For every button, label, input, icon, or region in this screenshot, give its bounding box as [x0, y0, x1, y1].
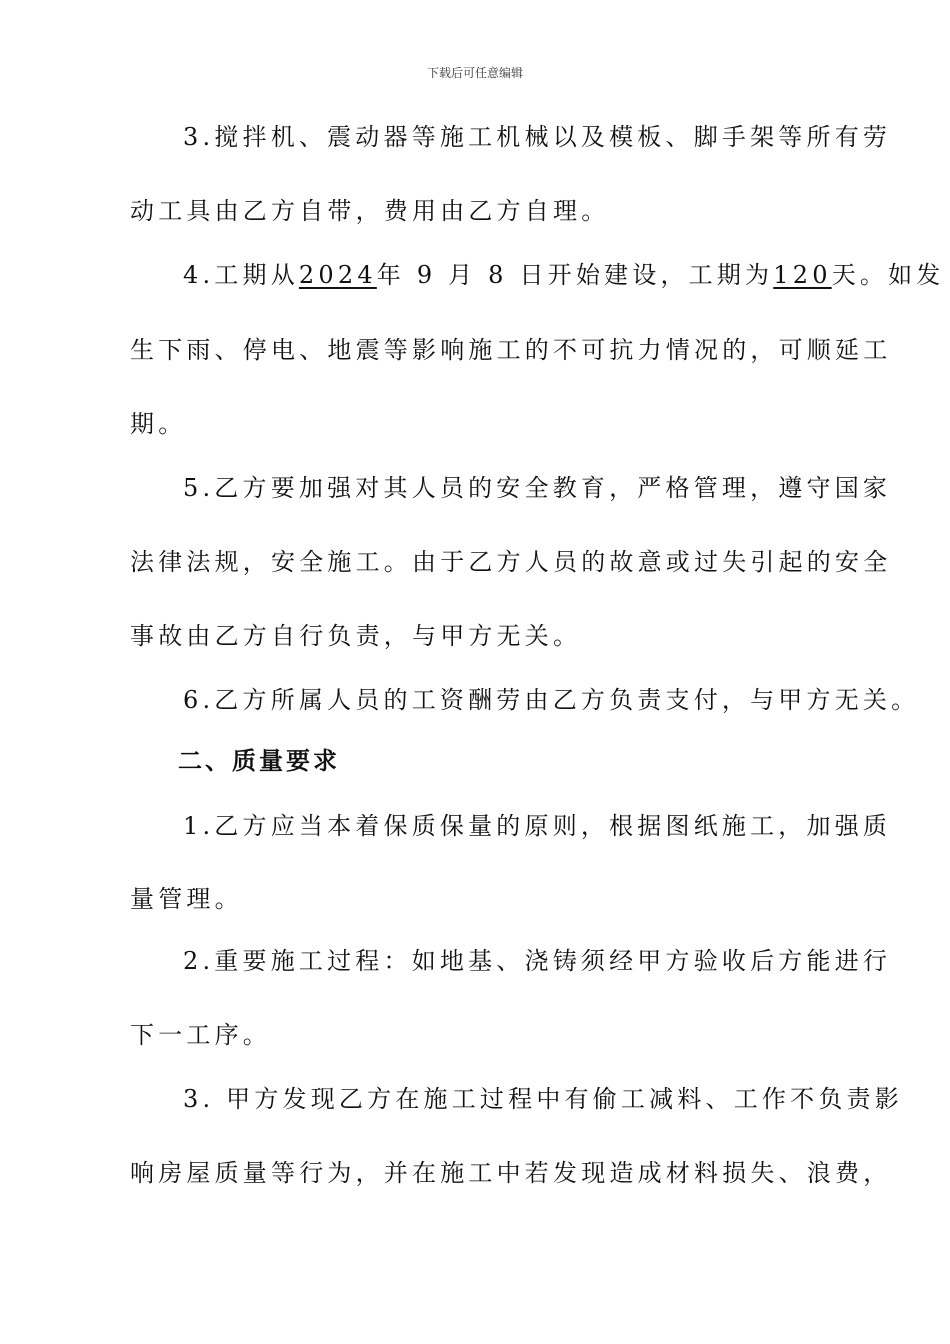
paragraph-line: 响房屋质量等行为，并在施工中若发现造成材料损失、浪费， [130, 1159, 892, 1187]
schedule-text-middle: 年 9 月 8 日开始建设，工期为 [376, 261, 774, 289]
section-heading: 二、质量要求 [178, 747, 340, 775]
paragraph-line: 动工具由乙方自带，费用由乙方自理。 [130, 197, 610, 225]
paragraph-line: 3.搅拌机、震动器等施工机械以及模板、脚手架等所有劳 [183, 123, 892, 151]
paragraph-line: 事故由乙方自行负责，与甲方无关。 [130, 622, 582, 650]
header-note: 下载后可任意编辑 [426, 66, 523, 80]
paragraph-line: 6.乙方所属人员的工资酬劳由乙方负责支付，与甲方无关。 [183, 686, 920, 714]
paragraph-line: 2.重要施工过程：如地基、浇铸须经甲方验收后方能进行 [183, 947, 892, 975]
paragraph-line: 量管理。 [130, 885, 243, 913]
schedule-text-end: 天。如发 [831, 261, 945, 289]
paragraph-line: 5.乙方要加强对其人员的安全教育，严格管理，遵守国家 [183, 474, 892, 502]
paragraph-line: 3. 甲方发现乙方在施工过程中有偷工减料、工作不负责影 [183, 1085, 903, 1113]
start-year: 2024 [298, 261, 377, 289]
paragraph-line: 下一工序。 [130, 1021, 271, 1049]
duration-days: 120 [773, 261, 832, 289]
paragraph-line: 生下雨、停电、地震等影响施工的不可抗力情况的，可顺延工 [130, 336, 892, 364]
paragraph-line: 期。 [130, 410, 187, 438]
paragraph-line-schedule [183, 259, 945, 291]
schedule-text-start: 4.工期从 [183, 261, 299, 289]
paragraph-line: 法律法规，安全施工。由于乙方人员的故意或过失引起的安全 [130, 548, 892, 576]
paragraph-line: 1.乙方应当本着保质保量的原则，根据图纸施工，加强质 [183, 812, 892, 840]
